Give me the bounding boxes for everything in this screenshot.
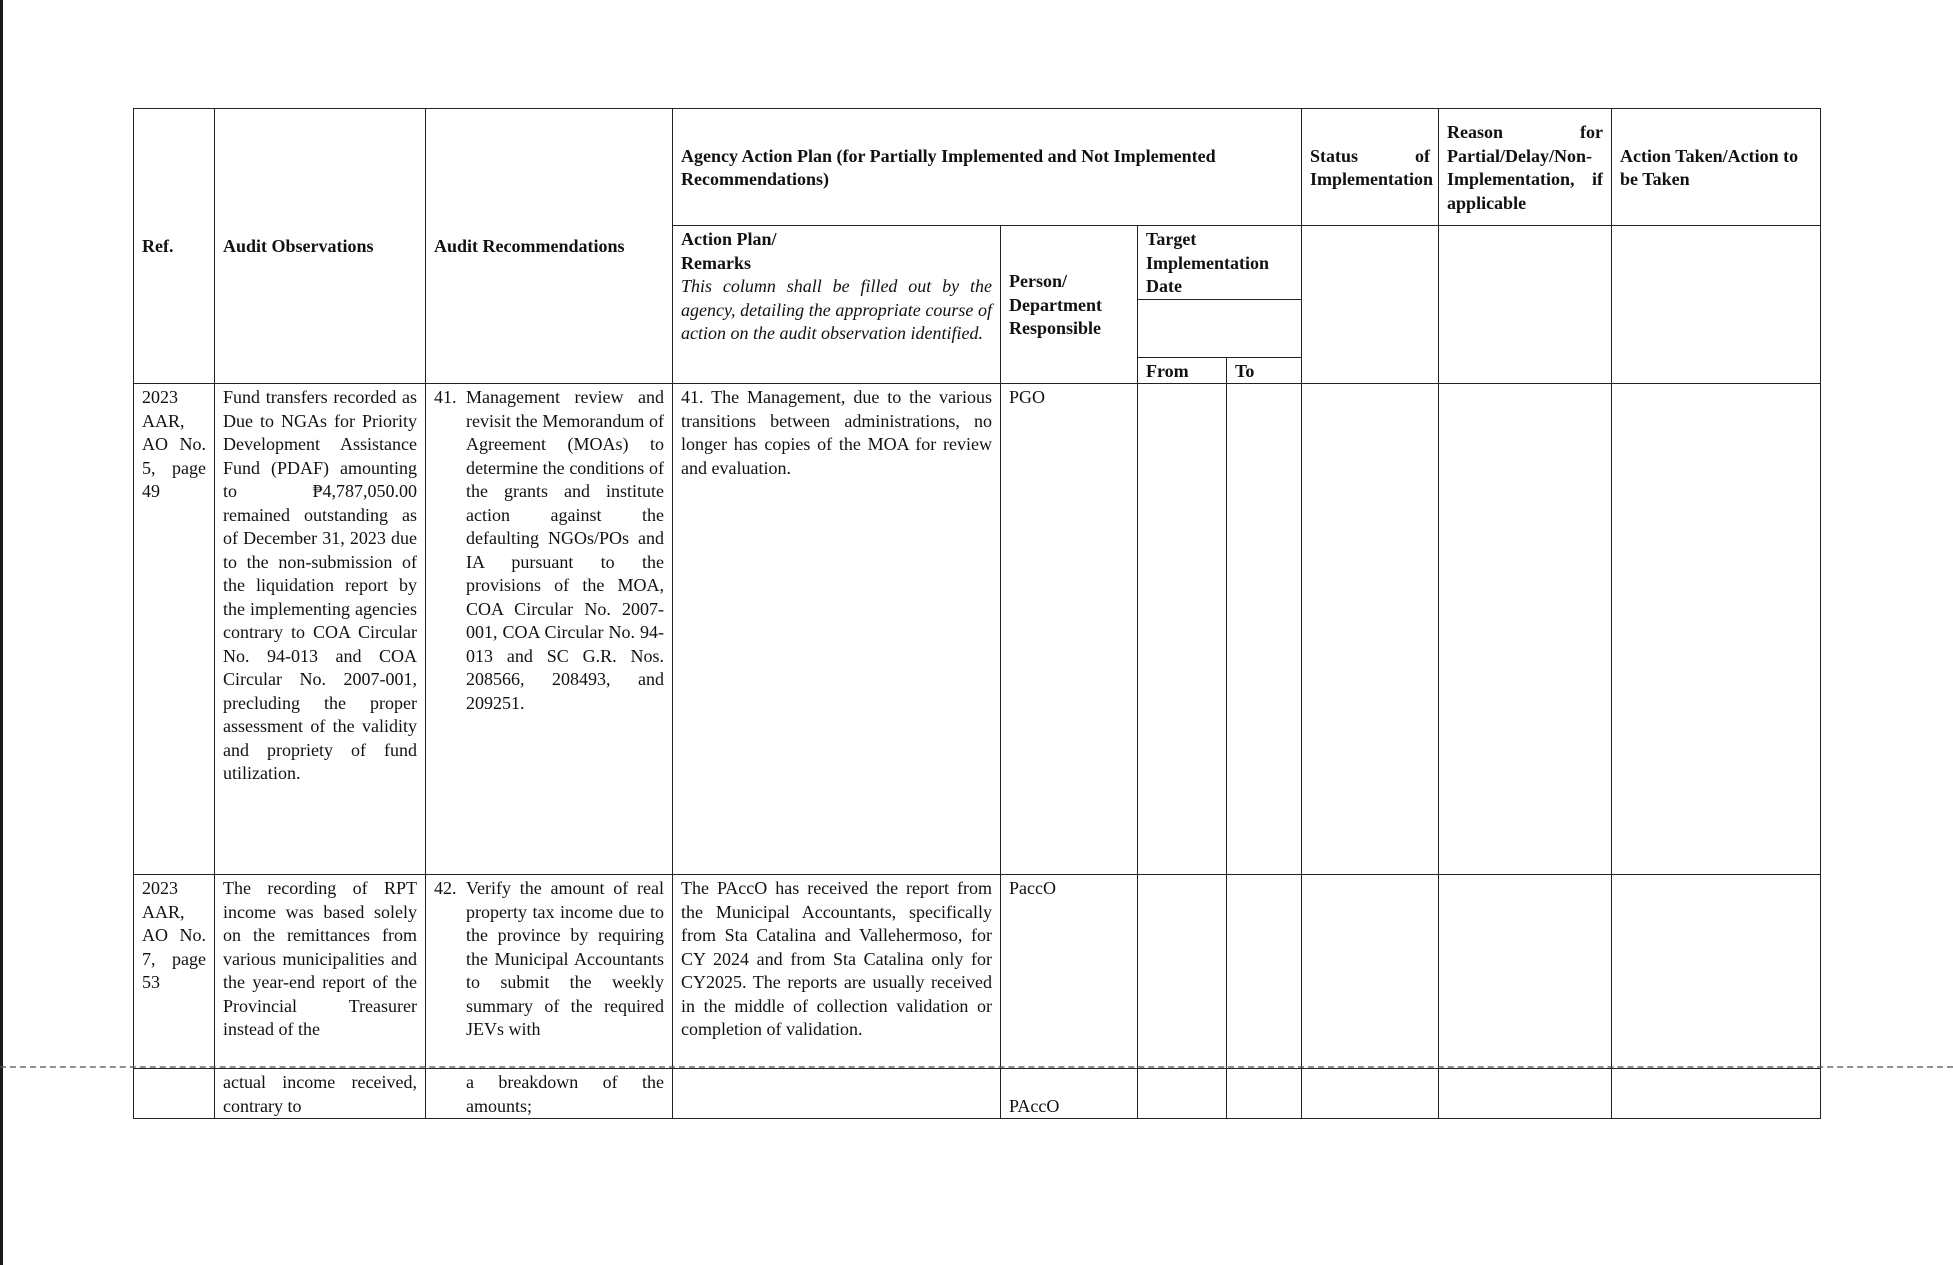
row-person-responsible: PaccO bbox=[1001, 875, 1138, 1069]
row-reason bbox=[1439, 1069, 1612, 1119]
row-target-to bbox=[1227, 875, 1302, 1069]
header-status-blank bbox=[1302, 226, 1439, 384]
header-remarks-note: This column shall be filled out by the agency, detailing the appropriate course of action on the audit observation identified. bbox=[681, 276, 992, 343]
header-reason-blank bbox=[1439, 226, 1612, 384]
row-target-from bbox=[1138, 1069, 1227, 1119]
header-person-responsible: Person/ Department Responsible bbox=[1001, 226, 1138, 384]
header-remarks-title: Remarks bbox=[681, 252, 751, 273]
row-person-responsible: PAccO bbox=[1001, 1069, 1138, 1119]
row-reason bbox=[1439, 384, 1612, 875]
row-recommendation-text: Management review and revisit the Memorandum of Agreement (MOAs) to determine the conditions of the grants and institute action against the defaulting NGOs/POs and IA pursuant to the provisions of the MOA, COA Circular No. 2007-001, COA Circular No. 94-013 and SC G.R. Nos. 208566, 208493, and 209251. bbox=[466, 387, 664, 713]
row-action-plan: 41. The Management, due to the various transitions between administrations, no longer has copies of the MOA for review and evaluation. bbox=[673, 384, 1001, 875]
header-ref: Ref. bbox=[134, 109, 215, 384]
row-recommendation-text: a breakdown of the amounts; bbox=[466, 1072, 664, 1116]
table-row bbox=[134, 875, 1821, 1069]
row-recommendation bbox=[426, 875, 673, 1069]
row-action-taken bbox=[1612, 875, 1821, 1069]
header-action-plan-title: Action Plan/ bbox=[681, 229, 777, 249]
row-recommendation-text: Verify the amount of real property tax income due to the province by requiring the Municipal Accountants to submit the weekly summary of the required JEVs with bbox=[466, 878, 664, 1039]
row-action-plan: The PAccO has received the report from the Municipal Accountants, specifically from Sta Catalina and Vallehermoso, for CY 2024 and from Sta Catalina only for CY2025. The reports are usually received in the middle of collection validation or completion of validation. bbox=[673, 875, 1001, 1069]
table-row bbox=[134, 1069, 1821, 1119]
row-recommendation-number bbox=[434, 1071, 466, 1118]
row-person-responsible: PGO bbox=[1001, 384, 1138, 875]
header-action-plan-remarks bbox=[673, 226, 1001, 384]
row-recommendation bbox=[426, 384, 673, 875]
header-to: To bbox=[1227, 357, 1302, 384]
row-observation: Fund transfers recorded as Due to NGAs for Priority Development Assistance Fund (PDAF) amounting to ₱4,787,050.00 remained outstanding as of December 31, 2023 due to the non-submission of the liquidation report by the implementing agencies contrary to COA Circular No. 94-013 and COA Circular No. 2007-001, precluding the proper assessment of the validity and propriety of fund utilization. bbox=[215, 384, 426, 875]
row-recommendation-number: 42. bbox=[434, 878, 457, 898]
header-target-date-blank bbox=[1138, 299, 1302, 357]
row-action-taken bbox=[1612, 384, 1821, 875]
header-action-taken-blank bbox=[1612, 226, 1821, 384]
page-fold-line bbox=[0, 1066, 1953, 1068]
audit-status-table bbox=[133, 108, 1821, 1119]
row-target-to bbox=[1227, 1069, 1302, 1119]
row-status bbox=[1302, 384, 1439, 875]
row-target-to bbox=[1227, 384, 1302, 875]
row-ref: 2023 AAR, AO No. 7, page 53 bbox=[134, 875, 215, 1069]
audit-status-table-sheet bbox=[133, 108, 1820, 1116]
row-recommendation bbox=[426, 1069, 673, 1119]
row-recommendation-number: 41. bbox=[434, 387, 457, 407]
row-observation: actual income received, contrary to bbox=[215, 1069, 426, 1119]
row-ref: 2023 AAR, AO No. 5, page 49 bbox=[134, 384, 215, 875]
row-reason bbox=[1439, 875, 1612, 1069]
header-target-implementation-date: Target Implementation Date bbox=[1138, 226, 1302, 300]
header-row-top bbox=[134, 109, 1821, 226]
row-status bbox=[1302, 1069, 1439, 1119]
row-target-from bbox=[1138, 384, 1227, 875]
row-action-plan bbox=[673, 1069, 1001, 1119]
header-reason-for-delay: Reason for Partial/Delay/Non-Implementation, if applicable bbox=[1439, 109, 1612, 226]
header-audit-observations: Audit Observations bbox=[215, 109, 426, 384]
row-ref bbox=[134, 1069, 215, 1119]
header-audit-recommendations: Audit Recommendations bbox=[426, 109, 673, 384]
page-edge-rule bbox=[0, 0, 3, 1265]
header-from: From bbox=[1138, 357, 1227, 384]
header-agency-action-plan: Agency Action Plan (for Partially Implemented and Not Implemented Recommendations) bbox=[673, 109, 1302, 226]
row-action-taken bbox=[1612, 1069, 1821, 1119]
header-action-taken: Action Taken/Action to be Taken bbox=[1612, 109, 1821, 226]
table-row bbox=[134, 384, 1821, 875]
header-status-of-implementation: Status of Implementation bbox=[1302, 109, 1439, 226]
row-target-from bbox=[1138, 875, 1227, 1069]
row-status bbox=[1302, 875, 1439, 1069]
row-observation: The recording of RPT income was based solely on the remittances from various municipalities and the year-end report of the Provincial Treasurer instead of the bbox=[215, 875, 426, 1069]
